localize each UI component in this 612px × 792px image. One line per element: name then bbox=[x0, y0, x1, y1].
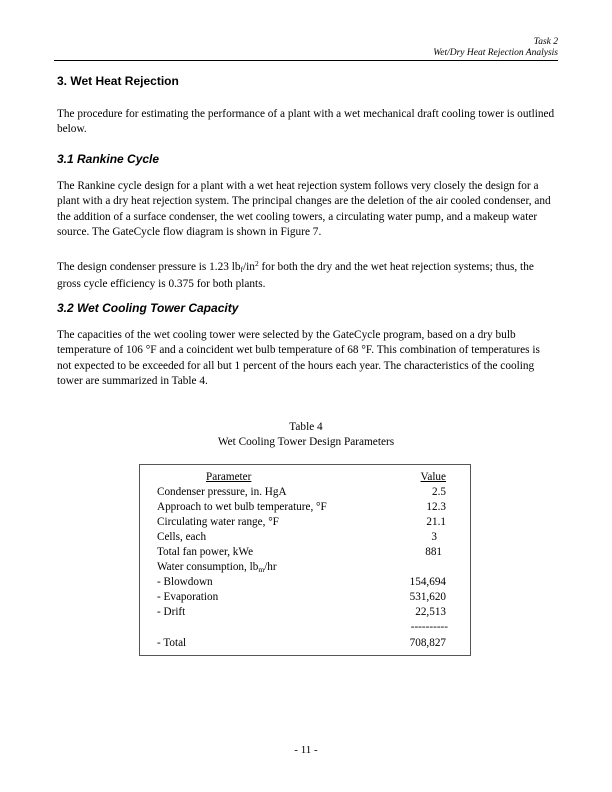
table-row-value: 22,513 bbox=[415, 606, 446, 618]
column-header-parameter: Parameter bbox=[206, 471, 252, 483]
water-label-subscript: m bbox=[258, 565, 265, 574]
header-rule bbox=[54, 60, 558, 61]
table-row-value: 3 bbox=[431, 531, 437, 543]
para2-superscript: 2 bbox=[254, 259, 259, 268]
section-3-2-heading: 3.2 Wet Cooling Tower Capacity bbox=[57, 301, 239, 315]
table-row-value: 12.3 bbox=[426, 501, 446, 513]
section-3-2-para1: The capacities of the wet cooling tower were selected by the GateCycle program, based on a dry bulb temperature of 106 °F and a coincident wet bulb temperature of 68 °F. This combination of temperatures is not expected to be exceeded for all but 1 percent of the hours each year. The characteristics of the cooling tower are summarized in Table 4. bbox=[57, 329, 540, 387]
table-row-label: Total fan power, kWe bbox=[157, 546, 254, 558]
section-3-intro: The procedure for estimating the performance of a plant with a wet mechanical draft cooling tower is outlined below. bbox=[57, 108, 555, 136]
table-row-value: 21.1 bbox=[426, 516, 446, 528]
para2-subscript: f bbox=[240, 265, 244, 274]
table-row-label: - Blowdown bbox=[157, 576, 213, 588]
section-3-1-heading: 3.1 Rankine Cycle bbox=[57, 152, 160, 166]
header-title: Wet/Dry Heat Rejection Analysis bbox=[433, 48, 558, 58]
table-separator: ---------- bbox=[410, 621, 448, 633]
table-row-value: 154,694 bbox=[409, 576, 446, 588]
para2-text-b: /in bbox=[243, 261, 255, 273]
para2-text-a: The design condenser pressure is 1.23 lb bbox=[57, 261, 241, 273]
water-consumption-label bbox=[157, 561, 277, 574]
table-row-label: - Evaporation bbox=[157, 591, 219, 603]
water-label-unit: /hr bbox=[264, 561, 277, 573]
table-total-value: 708,827 bbox=[409, 637, 446, 649]
page-number: - 11 - bbox=[294, 744, 318, 756]
water-label-text: Water consumption, lb bbox=[157, 561, 259, 573]
section-3-1-para1: The Rankine cycle design for a plant with a wet heat rejection system follows very closely the design for a plant with a dry heat rejection system. The principal changes are the deletion of the air cooled condenser, and the addition of a surface condenser, the wet cooling towers, a circulating water pump, and a makeup water source. The GateCycle flow diagram is shown in Figure 7. bbox=[57, 180, 551, 238]
table-total-label: - Total bbox=[157, 637, 187, 649]
section-3-1-para2 bbox=[57, 256, 557, 293]
table-4 bbox=[139, 464, 471, 656]
table-4-caption: Table 4 bbox=[289, 421, 323, 433]
table-row-value: 531,620 bbox=[409, 591, 446, 603]
table-row-label: Cells, each bbox=[157, 531, 207, 543]
table-row-value: 2.5 bbox=[432, 486, 446, 498]
column-header-value: Value bbox=[420, 471, 446, 483]
section-3-heading: 3. Wet Heat Rejection bbox=[57, 74, 179, 88]
table-row-label: Circulating water range, °F bbox=[157, 516, 279, 528]
table-row-label: Condenser pressure, in. HgA bbox=[157, 486, 287, 498]
para2-text-c: for both the dry and the wet heat rejection systems; thus, the gross cycle efficiency is 0.375 for both plants. bbox=[57, 261, 534, 291]
table-row-label: - Drift bbox=[157, 606, 186, 618]
table-row-value: 881 bbox=[425, 546, 442, 558]
table-4-title: Wet Cooling Tower Design Parameters bbox=[217, 436, 395, 448]
table-row-label: Approach to wet bulb temperature, °F bbox=[157, 501, 327, 513]
header-task: Task 2 bbox=[533, 37, 558, 47]
